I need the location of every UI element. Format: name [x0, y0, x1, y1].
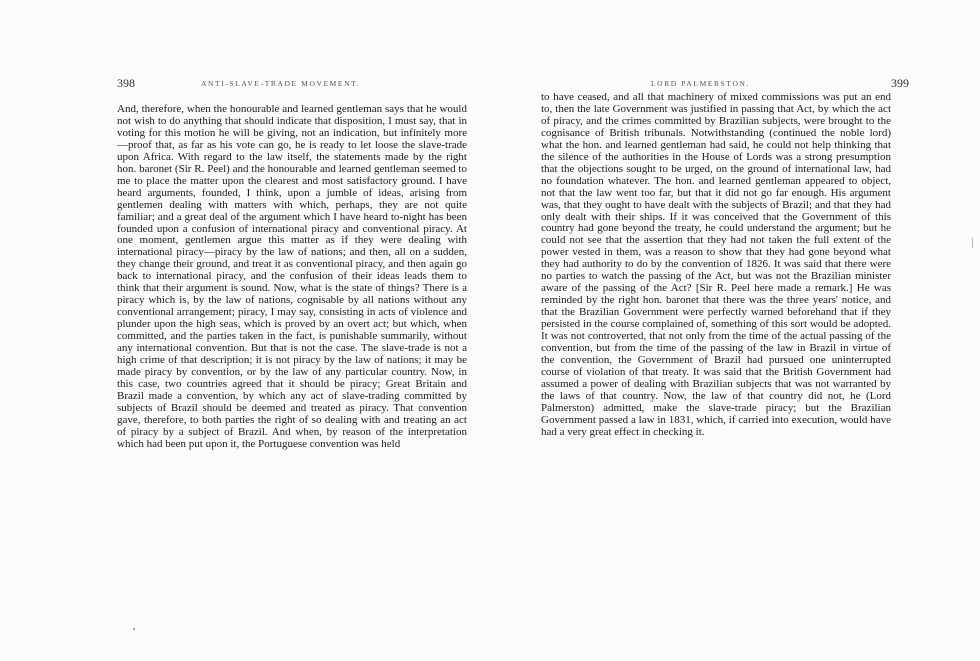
- left-page-body: And, therefore, when the honourable and learned gentleman says that he would not wish to do anything that should indicate that disposition, I must say, that in voting for this motion he will be giving, not an indication, but infinitely more—proof that, as far as his vote can go, he is ready to let loose the slave-trade upon Africa. With regard to the law itself, the statements made by the right hon. baronet (Sir R. Peel) and the honourable and learned gentleman seemed to me to place the matter upon the clearest and most satisfactory ground. I have heard arguments, founded, I think, upon a jumble of ideas, arising from gentlemen dealing with matters with which, perhaps, they are not quite familiar; and a great deal of the argument which I have heard to-night has been founded upon a confusion of international piracy and conventional piracy. At one moment, gentlemen argue this matter as if they were dealing with international piracy—piracy by the law of nations; and then, all on a sudden, they change their ground, and treat it as conventional piracy, and then again go back to international piracy, and the confusion of their ideas leads them to think that their argument is sound. Now, what is the state of things? There is a piracy which is, by the law of nations, cognisable by all nations without any conventional arrangement; piracy, I may say, consisting in acts of violence and plunder upon the high seas, which is proved by an overt act; but which, when committed, and the parties taken in the fact, is punishable summarily, without any international convention. But that is not the case. The slave-trade is not a high crime of that description; it is not piracy by the law of nations; it may be made piracy by convention, or by the law of any particular country. Now, in this case, two countries agreed that it should be piracy; Great Britain and Brazil made a convention, by which any act of slave-trading committed by subjects of Brazil should be deemed and treated as piracy. That convention gave, therefore, to both parties the right of so dealing with and treating an act of piracy by a subject of Brazil. And when, by reason of the interpretation which had been put upon it, the Portuguese convention was held: [117, 103, 467, 450]
- right-page-number: 399: [891, 76, 909, 90]
- scan-speck: [133, 628, 135, 630]
- right-running-title: LORD PALMERSTON.: [651, 79, 750, 88]
- left-running-title: ANTI-SLAVE-TRADE MOVEMENT.: [201, 79, 361, 88]
- right-page-header: [541, 76, 909, 96]
- left-page-number: 398: [117, 76, 135, 90]
- right-page-body: to have ceased, and all that machinery of mixed commissions was put an end to, then the late Government was justified in passing that Act, by which the act of piracy, and the crimes committed by Brazilian subjects, were brought to the cognisance of British tribunals. Notwithstanding (continued the noble lord) what the hon. and learned gentleman had said, he could not help thinking that the silence of the authorities in the House of Lords was a strong presumption that the objections sought to be urged, on the ground of international law, had no foundation whatever. The hon. and learned gentleman appeared to object, not that the law went too far, but that it did not go far enough. His argument was, that they ought to have dealt with the subjects of Brazil; and that they had only dealt with their ships. If it was conceived that the Government of this country had gone beyond the treaty, he could understand the argument; but he could not see that the assertion that they had not taken the full extent of the power vested in them, was a reason to show that they had gone beyond what they had authority to do by the convention of 1826. It was said that there were no parties to watch the passing of the Act, but was not the Brazilian minister aware of the passing of the Act? [Sir R. Peel here made a remark.] He was reminded by the right hon. baronet that there was the three years' notice, and that the Brazilian Government were perfectly warned beforehand that if they persisted in the course complained of, something of this sort would be adopted. It was not controverted, that not only from the time of the actual passing of the convention, but from the time of the passing of the law in Brazil in virtue of the convention, the Government of Brazil had pursued one uninterrupted course of violation of that treaty. It was said that the British Government had assumed a power of dealing with Brazilian subjects that was not warranted by the laws of that country. Now, the law of that country did not, he (Lord Palmerston) admitted, make the slave-trade piracy; but the Brazilian Government passed a law in 1831, which, if carried into execution, would have had a very great effect in checking it.: [541, 91, 891, 438]
- left-page: [117, 76, 467, 451]
- left-page-header: [117, 76, 467, 96]
- right-page: [541, 76, 909, 439]
- scan-margin-mark: [972, 238, 973, 248]
